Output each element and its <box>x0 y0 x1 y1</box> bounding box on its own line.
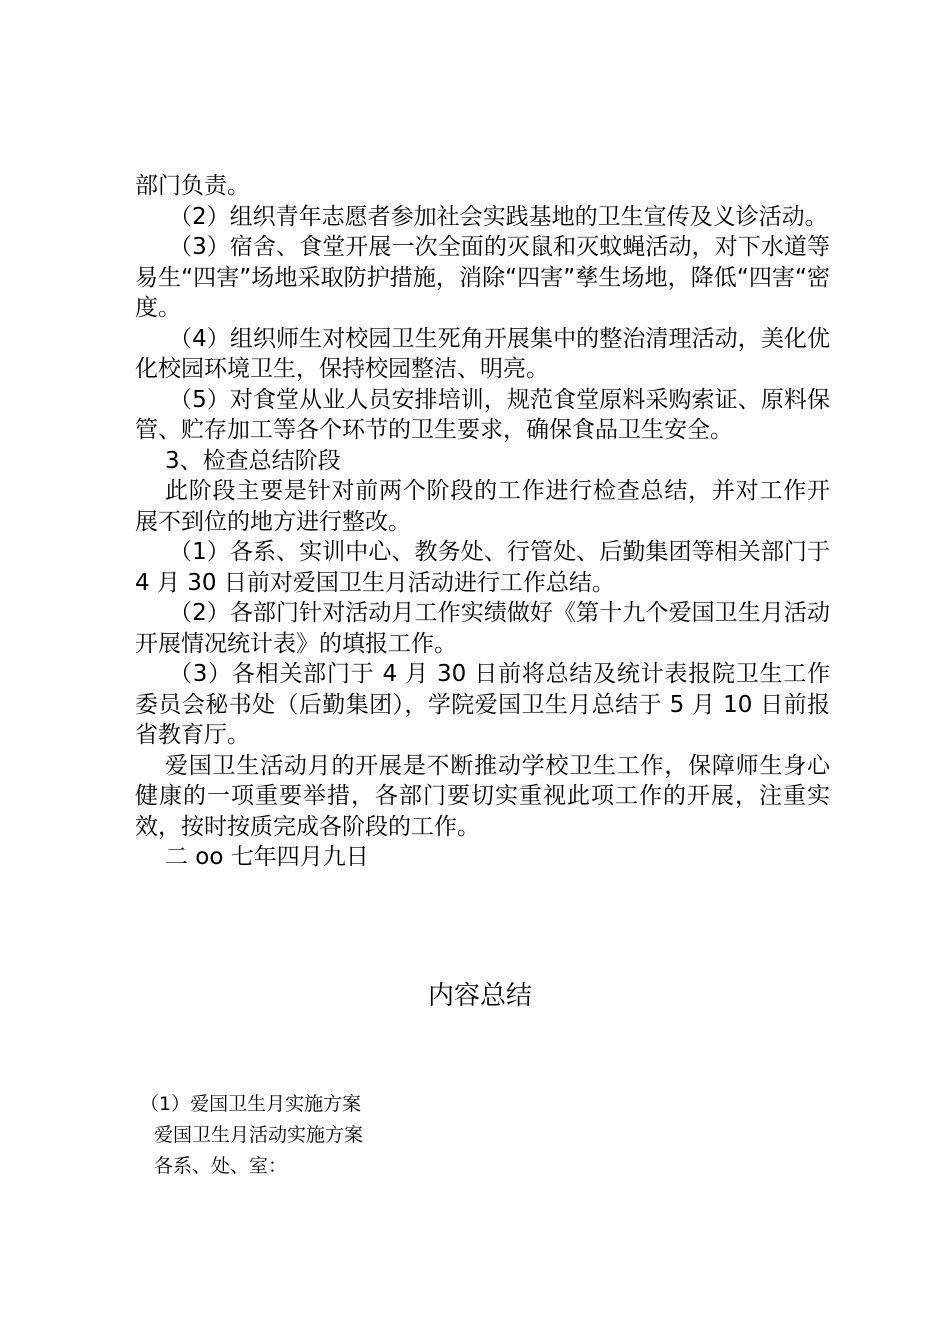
document-date: 二 oo 七年四月九日 <box>165 844 369 870</box>
summary-list <box>140 1089 840 1182</box>
paragraph: （3）宿舍、食堂开展一次全面的灭鼠和灭蚊蝇活动，对下水道等易生“四害”场地采取防护措施，消除“四害”孳生场地，降低“四害“密度。 <box>135 234 830 321</box>
paragraph: （1）各系、实训中心、教务处、行管处、后勤集团等相关部门于 4 月 30 日前对爱国卫生月活动进行工作总结。 <box>135 539 830 596</box>
paragraph: （2）各部门针对活动月工作实绩做好《第十九个爱国卫生月活动开展情况统计表》的填报工作。 <box>135 600 830 657</box>
summary-item: 爱国卫生月活动实施方案 <box>154 1124 364 1146</box>
paragraph: 爱国卫生活动月的开展是不断推动学校卫生工作，保障师生身心健康的一项重要举措，各部门要切实重视此项工作的开展，注重实效，按时按质完成各阶段的工作。 <box>135 752 830 840</box>
paragraph: （2）组织青年志愿者参加社会实践基地的卫生宣传及义诊活动。 <box>169 203 828 230</box>
summary-item: （1）爱国卫生月实施方案 <box>140 1093 362 1115</box>
paragraph: 此阶段主要是针对前两个阶段的工作进行检查总结，并对工作开展不到位的地方进行整改。 <box>135 478 830 535</box>
paragraph: （4）组织师生对校园卫生死角开展集中的整治清理活动，美化优化校园环境卫生，保持校园整洁、明亮。 <box>135 325 830 382</box>
summary-title: 内容总结 <box>427 981 532 1011</box>
paragraph: （3）各相关部门于 4 月 30 日前将总结及统计表报院卫生工作委员会秘书处（后勤集团），学院爱国卫生月总结于 5 月 10 日前报省教育厅。 <box>135 661 830 748</box>
paragraph: （5）对食堂从业人员安排培训，规范食堂原料采购索证、原料保管、贮存加工等各个环节的卫生要求，确保食品卫生安全。 <box>135 386 830 443</box>
paragraph: 部门负责。 <box>135 173 250 199</box>
document-body <box>135 171 830 873</box>
summary-item: 各系、处、室： <box>154 1155 288 1177</box>
section-heading: 3、检查总结阶段 <box>165 447 341 474</box>
